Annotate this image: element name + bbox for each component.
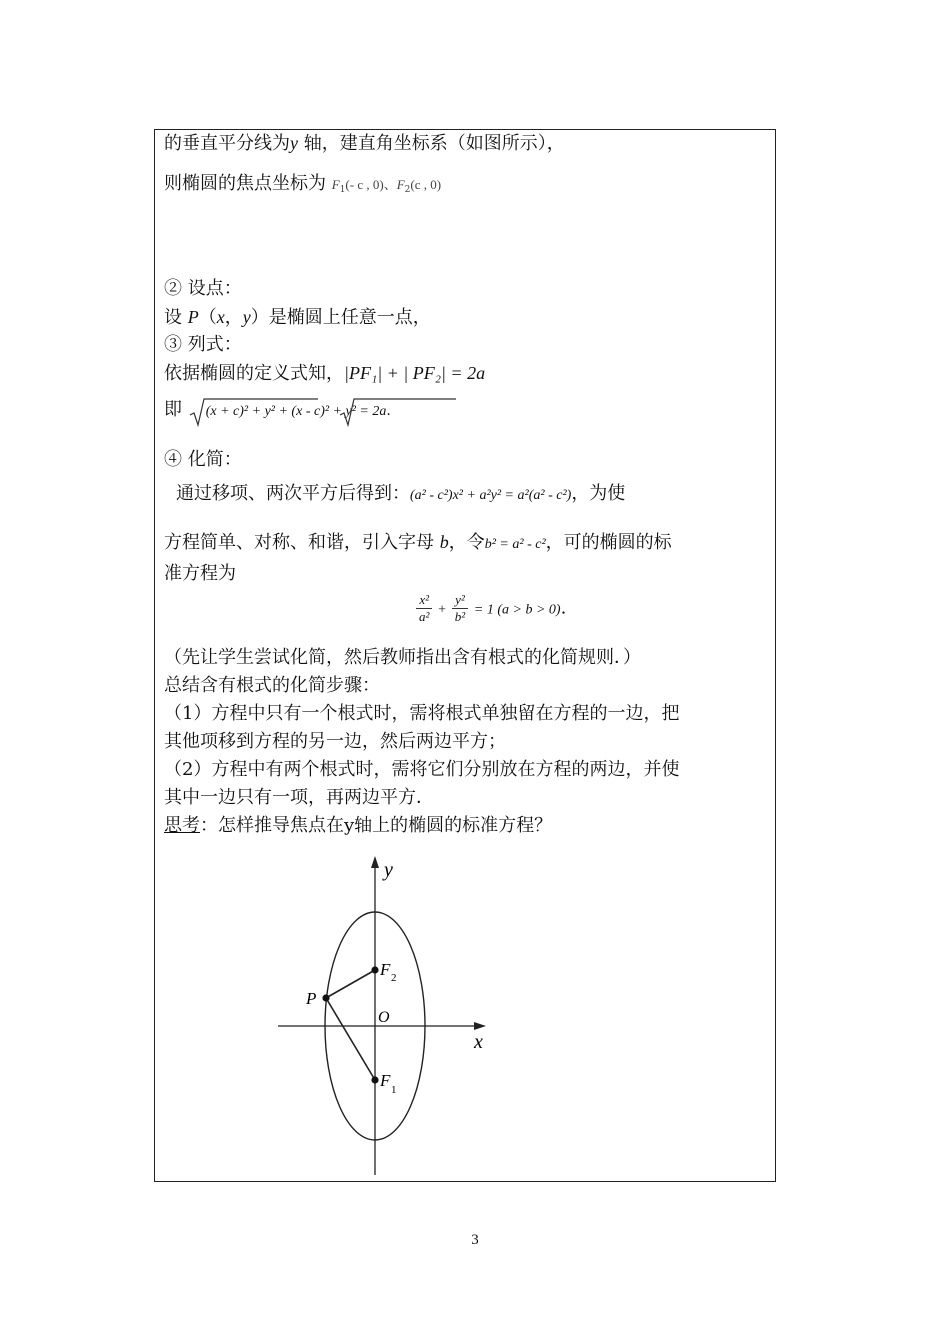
- math-expr: (- c , 0): [345, 177, 384, 192]
- math-sub: 1: [339, 185, 346, 195]
- text-line: 准方程为: [164, 563, 236, 584]
- denominator: b²: [454, 609, 466, 624]
- text: ，为使: [571, 483, 626, 504]
- point-f1: [371, 1076, 378, 1083]
- text: .: [560, 597, 567, 619]
- math-expr: b² = a² - c²: [484, 537, 546, 552]
- text-line: [164, 398, 391, 424]
- text: 则椭圆的焦点坐标为: [164, 173, 326, 194]
- think-label: 思考: [164, 815, 200, 836]
- math-expr: |PF₁| + | PF₂| = 2a: [344, 363, 486, 383]
- origin-label: O: [378, 1009, 390, 1026]
- point-p: [322, 994, 329, 1001]
- text: 方程简单、对称、和谐，引入字母: [164, 532, 440, 553]
- text-line: （1）方程中只有一个根式时，需将根式单独留在方程的一边，把: [164, 703, 680, 724]
- f1-label: F: [380, 1071, 391, 1090]
- math-expr: (x + c)² + y² + (x - c)² + y² = 2a: [205, 404, 387, 419]
- text-line: [164, 361, 485, 386]
- text: ，: [224, 307, 243, 328]
- text-line: [164, 305, 431, 330]
- math-var: x: [216, 307, 225, 327]
- text: 的垂直平分线为: [164, 133, 290, 154]
- f2-label: F: [380, 960, 391, 979]
- standard-equation: [416, 592, 566, 625]
- math-sub: 2: [404, 185, 411, 195]
- text-line: [164, 172, 441, 202]
- text-line: [164, 814, 552, 838]
- text-line: [164, 131, 565, 156]
- x-axis-label: x: [474, 1031, 483, 1053]
- math-expr: = 1 (a > b > 0): [473, 602, 561, 618]
- math-var: F: [396, 177, 405, 192]
- text: 通过移项、两次平方后得到：: [176, 483, 410, 504]
- text-line: （先让学生尝试化简，然后教师指出含有根式的化简规则．）: [164, 647, 641, 668]
- segment-pf2: [326, 970, 375, 998]
- text: ）是椭圆上任意一点，: [250, 307, 431, 328]
- text-line: [176, 482, 625, 508]
- text-line: 总结含有根式的化简步骤：: [164, 675, 380, 696]
- f2-sub: 2: [391, 972, 397, 984]
- text: 依据椭圆的定义式知，: [164, 363, 344, 384]
- math-var: y: [290, 133, 298, 153]
- y-axis-arrow: [371, 856, 379, 868]
- denominator: a²: [419, 609, 430, 624]
- step-heading: ④ 化简：: [164, 449, 242, 470]
- text: 即: [164, 399, 182, 420]
- numerator: y²: [452, 592, 468, 609]
- numerator: x²: [416, 592, 432, 609]
- text: 、: [383, 178, 397, 193]
- radical-signs: [188, 397, 488, 427]
- text-line: （2）方程中有两个根式时，需将它们分别放在方程的两边，并使: [164, 759, 680, 780]
- radical-equation: [188, 399, 391, 424]
- text: .: [386, 403, 391, 419]
- text: （: [198, 307, 217, 328]
- math-var: F: [331, 177, 340, 192]
- text-line: [164, 530, 672, 557]
- text: ，可的椭圆的标: [545, 532, 672, 553]
- fraction-y: [452, 592, 468, 625]
- math-op: +: [438, 602, 447, 618]
- ellipse-figure: [270, 850, 500, 1180]
- text: ，令: [448, 532, 485, 553]
- point-f2: [371, 966, 378, 973]
- text: ：怎样推导焦点在y轴上的椭圆的标准方程？: [200, 815, 553, 836]
- math-expr: (a² - c²)x² + a²y² = a²(a² - c²): [410, 488, 572, 503]
- math-var: y: [242, 307, 251, 327]
- step-heading: ② 设点：: [164, 278, 242, 299]
- p-label: P: [306, 989, 317, 1008]
- math-var: P: [187, 307, 199, 327]
- y-axis-label: y: [384, 859, 393, 881]
- step-heading: ③ 列式：: [164, 334, 242, 355]
- f1-sub: 1: [391, 1084, 397, 1096]
- text-line: 其他项移到方程的另一边，然后两边平方；: [164, 731, 506, 752]
- fraction-x: [416, 592, 432, 625]
- page-number: 3: [471, 1232, 479, 1248]
- segment-pf1: [326, 998, 375, 1080]
- x-axis-arrow: [474, 1022, 486, 1030]
- math-var: b: [439, 532, 449, 552]
- text: 设: [164, 307, 188, 328]
- text-line: 其中一边只有一项，再两边平方．: [164, 787, 434, 808]
- math-expr: (c , 0): [410, 177, 442, 192]
- text: 轴，建直角坐标系（如图所示），: [298, 133, 565, 154]
